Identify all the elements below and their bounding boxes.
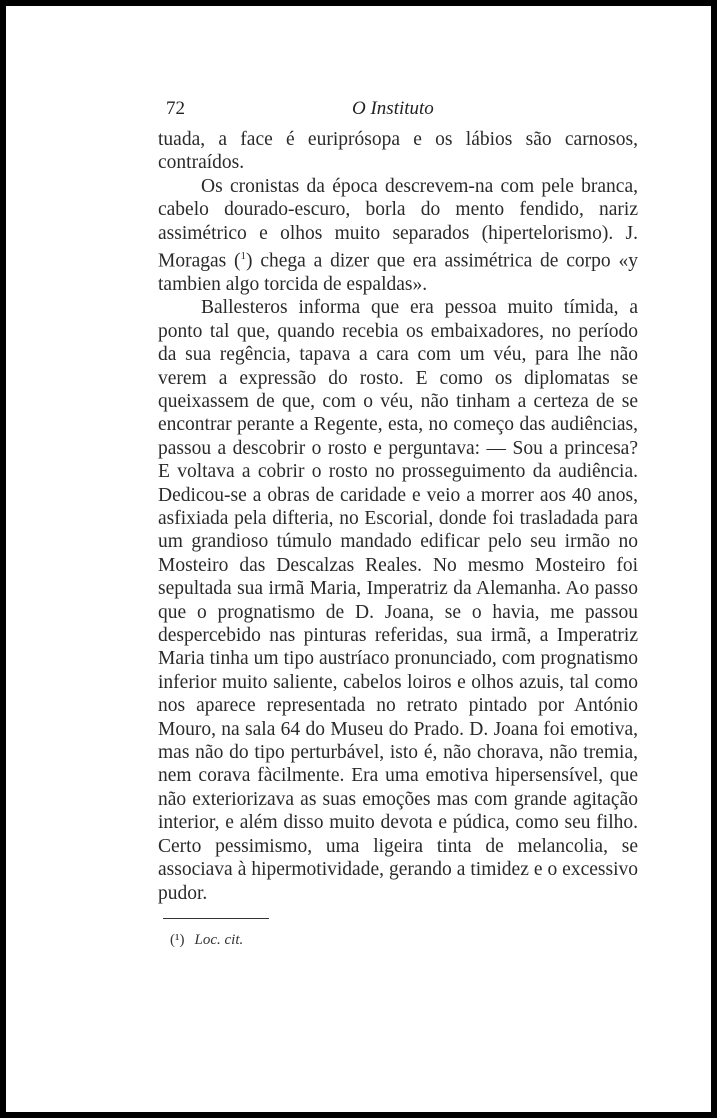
footnote-divider [163, 918, 269, 919]
footnote [170, 932, 243, 949]
footnote-marker: (¹) [170, 932, 185, 948]
paragraph-cronistas [158, 175, 638, 297]
running-title: O Instituto [352, 98, 434, 119]
footnote-text: Loc. cit. [194, 932, 244, 948]
page-number: 72 [166, 98, 185, 119]
paragraph-text: Os cronistas da época descrevem-na com pele branca, cabelo dourado-escuro, borla do mento fendido, nariz assimétrico e olhos muito separados (hipertelorismo). J. Moragas ( [158, 175, 638, 272]
paragraph-ballesteros: Ballesteros informa que era pessoa muito tímida, a ponto tal que, quando recebia os embaixadores, no período da sua regência, tapava a cara com um véu, para lhe não verem a expressão do rosto. E como os diplomatas se queixassem de que, com o véu, não tinham a certeza de se encontrar perante a Regente, esta, no começo das audiências, passou a descobrir o rosto e perguntava: — Sou a princesa? E voltava a cobrir o rosto no prosseguimento da audiência. Dedicou-se a obras de caridade e veio a morrer aos 40 anos, asfixiada pela difteria, no Escorial, donde foi trasladada para um grandioso túmulo mandado edificar pelo seu irmão no Mosteiro das Descalzas Reales. No mesmo Mosteiro foi sepultada sua irmã Maria, Imperatriz da Alemanha. Ao passo que o prognatismo de D. Joana, se o havia, me passou despercebido nas pinturas referidas, sua irmã, a Imperatriz Maria tinha um tipo austríaco pronunciado, com prognatismo inferior muito saliente, cabelos loiros e olhos azuis, tal como nos aparece representada no retrato pintado por António Mouro, na sala 64 do Museu do Prado. D. Joana foi emotiva, mas não do tipo perturbável, isto é, não chorava, não tremia, nem corava fàcilmente. Era uma emotiva hipersensível, que não exteriorizava as suas emoções mas com grande agitação interior, e além disso muito devota e púdica, como seu filho. Certo pessimismo, uma ligeira tinta de melancolia, se associava à hipermotividade, gerando a timidez e o excessivo pudor. [158, 297, 638, 904]
page-header [164, 94, 644, 124]
paragraph-text: ) chega a dizer que era assimétrica de corpo «y tambien algo torcida de espaldas». [158, 250, 638, 295]
paragraph-continued: tuada, a face é euriprósopa e os lábios são carnosos, contraídos. [158, 129, 638, 174]
body-text [158, 128, 638, 905]
footnote-reference: 1 [240, 250, 247, 263]
